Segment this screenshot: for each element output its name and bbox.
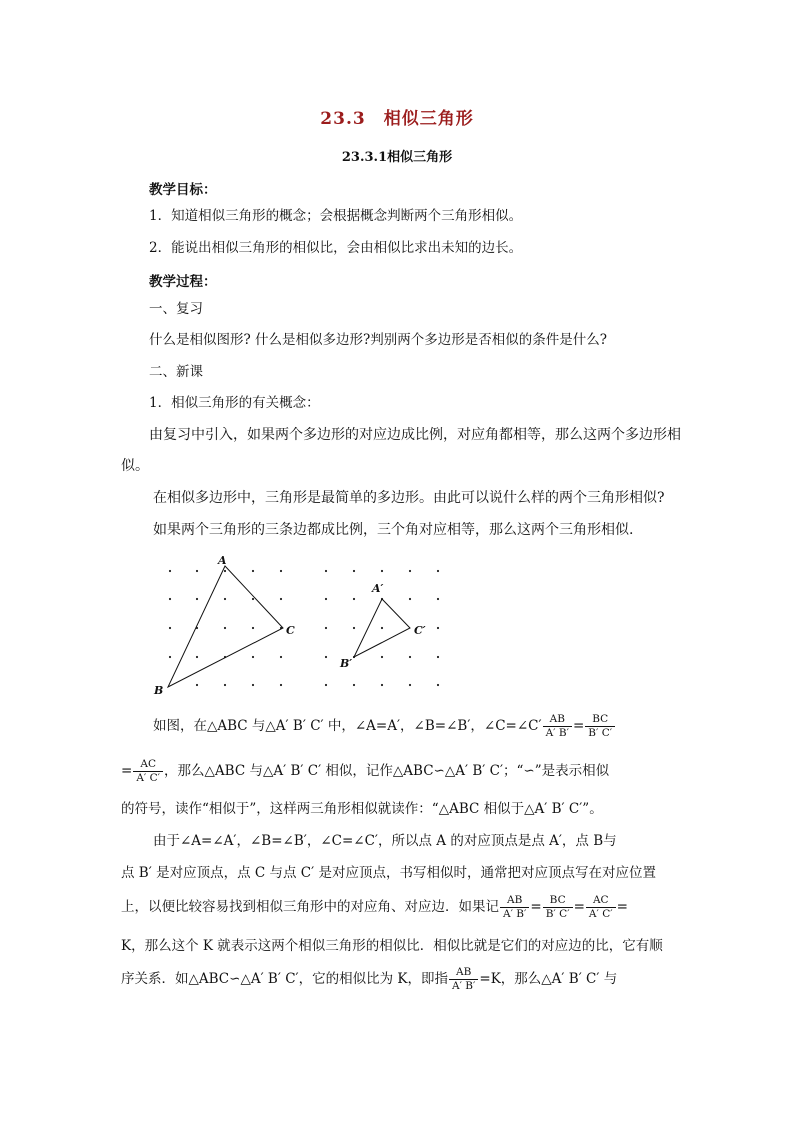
equals-sign: = bbox=[573, 899, 585, 915]
paragraph-5-line-5 bbox=[121, 966, 617, 993]
similar-triangles-figure bbox=[140, 548, 460, 703]
section-review: 一、复习 bbox=[149, 301, 203, 317]
vertex-label-b: B bbox=[154, 684, 164, 697]
goal-item-1: 1．知道相似三角形的概念；会根据概念判断两个三角形相似。 bbox=[149, 208, 523, 224]
fraction-denominator: A′ C′ bbox=[588, 908, 613, 920]
fraction-ac-over-a-prime-c-prime bbox=[586, 894, 616, 921]
fraction-ab-over-a-prime-b-prime bbox=[449, 966, 478, 993]
paragraph-5-line-4: K，那么这个 K 就表示这两个相似三角形的相似比．相似比就是它们的对应边的比，它有顺 bbox=[121, 938, 663, 954]
paragraph-4-line-1 bbox=[153, 713, 616, 740]
fraction-bc-over-b-prime-c-prime bbox=[585, 713, 615, 740]
vertex-label-c: C bbox=[286, 624, 295, 637]
fraction-numerator: AB bbox=[543, 713, 572, 727]
section-new-lesson: 二、新课 bbox=[149, 364, 203, 380]
fraction-numerator: AB bbox=[500, 894, 529, 908]
equals-sign: = bbox=[121, 763, 133, 779]
review-question: 什么是相似图形? 什么是相似多边形?判别两个多边形是否相似的条件是什么? bbox=[149, 332, 608, 348]
dot-grid-left bbox=[169, 570, 282, 686]
vertex-label-a-prime: A′ bbox=[372, 582, 384, 595]
paragraph-5-line-1: 由于∠A=∠A′，∠B=∠B′，∠C=∠C′，所以点 A 的对应顶点是点 A′，点 B与 bbox=[153, 833, 617, 849]
paragraph-4-text: ，那么△ABC 与△A′ B′ C′ 相似，记作△ABC∽△A′ B′ C′；“∽”是表示相似 bbox=[164, 763, 610, 779]
paragraph-5-line-3 bbox=[121, 894, 628, 921]
paragraph-4-text: 如图，在△ABC 与△A′ B′ C′ 中，∠A=A′，∠B=∠B′，∠C=∠C′ bbox=[153, 718, 542, 734]
fraction-denominator: B′ C′ bbox=[545, 908, 570, 920]
fraction-numerator: BC bbox=[543, 894, 573, 908]
section-subtitle: 23.3.1相似三角形 bbox=[341, 150, 453, 165]
goals-heading: 教学目标： bbox=[149, 182, 217, 198]
vertex-label-b-prime: B′ bbox=[340, 657, 353, 670]
paragraph-5-text: =K，那么△A′ B′ C′ 与 bbox=[479, 971, 618, 987]
fraction-denominator: A′ B′ bbox=[503, 908, 527, 920]
paragraph-4-line-3: 的符号，读作“相似于”，这样两三角形相似就读作：“△ABC 相似于△A′ B′ C′”。 bbox=[121, 801, 603, 817]
page-title: 23.3 相似三角形 bbox=[320, 109, 474, 129]
paragraph-3: 如果两个三角形的三条边都成比例，三个角对应相等，那么这两个三角形相似. bbox=[153, 522, 634, 538]
fraction-denominator: A′ C′ bbox=[136, 772, 161, 784]
equals-sign: = bbox=[530, 899, 542, 915]
process-heading: 教学过程： bbox=[149, 274, 217, 290]
paragraph-4-line-2 bbox=[121, 758, 609, 785]
fraction-ab-over-a-prime-b-prime bbox=[543, 713, 572, 740]
vertex-label-c-prime: C′ bbox=[414, 624, 426, 637]
fraction-numerator: BC bbox=[585, 713, 615, 727]
paragraph-5-text: 上，以便比较容易找到相似三角形中的对应角、对应边．如果记 bbox=[121, 899, 499, 915]
fraction-numerator: AC bbox=[133, 758, 163, 772]
fraction-denominator: A′ B′ bbox=[545, 727, 569, 739]
equals-sign: = bbox=[616, 899, 628, 915]
fraction-denominator: A′ B′ bbox=[451, 980, 476, 992]
paragraph-2: 在相似多边形中，三角形是最简单的多边形。由此可以说什么样的两个三角形相似? bbox=[153, 490, 665, 506]
goal-item-2: 2．能说出相似三角形的相似比，会由相似比求出未知的边长。 bbox=[149, 240, 523, 256]
fraction-denominator: B′ C′ bbox=[588, 727, 613, 739]
paragraph-5-line-2: 点 B′ 是对应顶点，点 C 与点 C′ 是对应顶点，书写相似时，通常把对应顶点写在对应位置 bbox=[121, 865, 656, 881]
fraction-bc-over-b-prime-c-prime bbox=[543, 894, 573, 921]
concept-heading: 1．相似三角形的有关概念： bbox=[149, 395, 320, 411]
fraction-ab-over-a-prime-b-prime bbox=[500, 894, 529, 921]
equals-sign: = bbox=[572, 718, 585, 734]
paragraph-1-line-1: 由复习中引入，如果两个多边形的对应边成比例，对应角都相等，那么这两个多边形相 bbox=[149, 427, 681, 443]
fraction-numerator: AB bbox=[449, 966, 478, 980]
fraction-numerator: AC bbox=[586, 894, 616, 908]
triangle-abc bbox=[168, 566, 283, 687]
paragraph-1-line-2: 似。 bbox=[121, 458, 149, 474]
fraction-ac-over-a-prime-c-prime bbox=[133, 758, 163, 785]
vertex-label-a: A bbox=[218, 554, 227, 567]
paragraph-5-text: 序关系．如△ABC∽△A′ B′ C′，它的相似比为 K，即指 bbox=[121, 971, 448, 987]
